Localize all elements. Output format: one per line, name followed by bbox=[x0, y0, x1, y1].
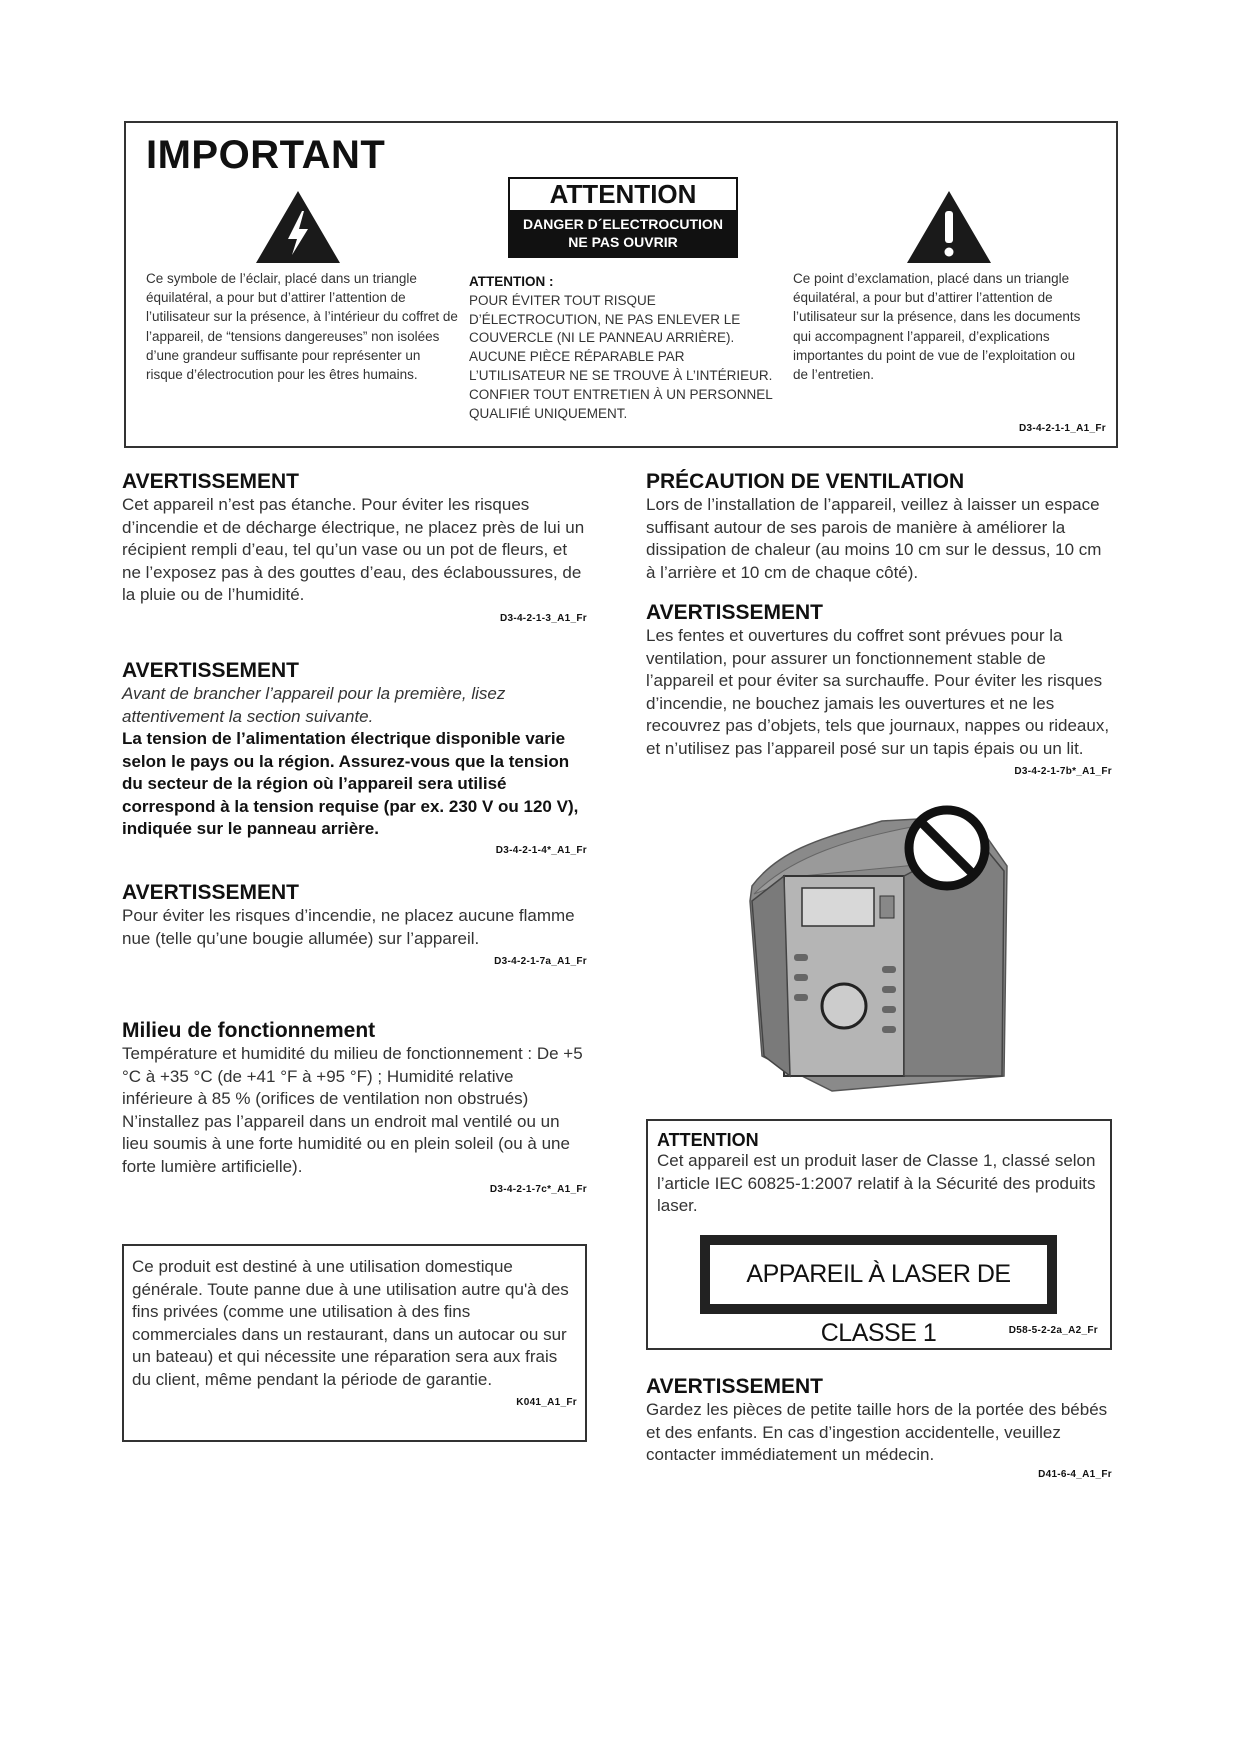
laser-attention-box bbox=[646, 1119, 1112, 1350]
section-text: Les fentes et ouvertures du coffret sont prévues pour la ventilation, pour assurer un fonctionnement stable de l’appareil et pour éviter sa surchauffe. Pour éviter les risques d’incendie, ne bouchez jamais les ouvertures et ne les recouvrez pas d’objets, tels que journaux, nappes ou rideaux, et n’utilisez pas l’appareil posé sur un tapis épais ou un lit. bbox=[646, 626, 1110, 758]
attention-label-line2: NE PAS OUVRIR bbox=[568, 234, 678, 250]
attention-label-title: ATTENTION bbox=[510, 179, 736, 210]
ref-code: D3-4-2-1-7c*_A1_Fr bbox=[489, 1184, 587, 1195]
attention-label bbox=[508, 177, 738, 258]
lightning-warning-icon bbox=[254, 189, 342, 265]
ref-code: D58-5-2-2a_A2_Fr bbox=[1008, 1325, 1098, 1336]
ref-code: D3-4-2-1-3_A1_Fr bbox=[499, 612, 587, 624]
attention-label-line1: DANGER D´ELECTROCUTION bbox=[523, 216, 723, 232]
ref-code: K041_A1_Fr bbox=[516, 1397, 577, 1408]
section-italic-text: Avant de brancher l’appareil pour la première, lisez attentivement la section suivante. bbox=[122, 684, 506, 726]
lightning-explanation: Ce symbole de l’éclair, placé dans un triangle équilatéral, a pour but d’attirer l’attention de l’utilisateur sur la présence, à l’intérieur du coffret de l’appareil, de “tensions dangereuses” non isolées d’une grandeur suffisante pour représenter un risque d’électrocution pour les êtres humains. bbox=[146, 271, 458, 383]
section-title: AVERTISSEMENT bbox=[646, 601, 823, 624]
warning-water-section bbox=[122, 470, 587, 624]
section-text: Lors de l’installation de l’appareil, veillez à laisser un espace suffisant autour de ses parois de manière à améliorer la dissipation de chaleur (au moins 10 cm sur le dessus, 10 cm à l’arrière et 10 cm de chaque côté). bbox=[646, 495, 1102, 582]
ref-code: D3-4-2-1-4*_A1_Fr bbox=[495, 844, 587, 856]
section-title: AVERTISSEMENT bbox=[646, 1375, 823, 1398]
ref-code: D3-4-2-1-7a_A1_Fr bbox=[494, 956, 587, 967]
exclamation-warning-icon bbox=[905, 189, 993, 265]
warning-flame-section bbox=[122, 881, 587, 967]
section-bold-text: La tension de l’alimentation électrique disponible varie selon le pays ou la région. Assurez-vous que la tension du secteur de la région où l’appareil sera utilisé correspond à la tension requise (par ex. 230 V ou 120 V), indiquée sur le panneau arrière. bbox=[122, 729, 579, 838]
laser-attention-text: Cet appareil est un produit laser de Classe 1, classé selon l’article IEC 60825-1:2007 relatif à la Sécurité des produits laser. bbox=[657, 1151, 1096, 1215]
attention-text: POUR ÉVITER TOUT RISQUE D’ÉLECTROCUTION, NE PAS ENLEVER LE COUVERCLE (NI LE PANNEAU ARRIÈRE). AUCUNE PIÈCE RÉPARABLE PAR L’UTILISATEUR NE SE TROUVE À L’INTÉRIEUR. CONFIER TOUT ENTRETIEN À UN PERSONNEL QUALIFIÉ UNIQUEMENT. bbox=[469, 292, 773, 421]
section-text: Cet appareil n’est pas étanche. Pour éviter les risques d’incendie et de décharge électrique, ne placez près de lui un récipient rempli d’eau, tel qu’un vase ou un pot de fleurs, et ne l’exposez pas à des gouttes d’eau, des éclaboussures, de la pluie ou de l’humidité. bbox=[122, 495, 585, 604]
domestic-use-text: Ce produit est destiné à une utilisation domestique générale. Toute panne due à une utilisation autre qu'à des fins privées (comme une utilisation à des fins commerciales dans un restaurant, dans un autocar ou sur un bateau) et qui nécessite une réparation sera aux frais du client, même pendant la période de garantie. bbox=[132, 1257, 569, 1389]
section-text: Gardez les pièces de petite taille hors de la portée des bébés et des enfants. En cas d’ingestion accidentelle, veuillez contacter immédiatement un médecin. bbox=[646, 1400, 1108, 1464]
important-box bbox=[124, 121, 1118, 448]
ref-code: D3-4-2-1-7b*_A1_Fr bbox=[1014, 766, 1112, 777]
section-title: PRÉCAUTION DE VENTILATION bbox=[646, 470, 965, 493]
warning-small-parts-section bbox=[646, 1375, 1112, 1480]
covered-device-illustration bbox=[742, 776, 1012, 1106]
environment-section bbox=[122, 1019, 587, 1195]
attention-explanation bbox=[469, 273, 781, 423]
section-text: Pour éviter les risques d’incendie, ne placez aucune flamme nue (telle qu’une bougie allumée) sur l’appareil. bbox=[122, 906, 575, 948]
ref-code: D3-4-2-1-1_A1_Fr bbox=[1018, 423, 1106, 434]
section-title: AVERTISSEMENT bbox=[122, 659, 299, 682]
ref-code: D41-6-4_A1_Fr bbox=[1038, 1468, 1112, 1480]
exclamation-explanation: Ce point d’exclamation, placé dans un triangle équilatéral, a pour but d’attirer l’attention de l’utilisateur sur la présence, dans les documents qui accompagnent l’appareil, d’explications importantes du point de vue de l’exploitation ou de l’entretien. bbox=[793, 271, 1081, 383]
section-title: AVERTISSEMENT bbox=[122, 470, 299, 493]
section-title: Milieu de fonctionnement bbox=[122, 1019, 376, 1042]
section-text-2: N’installez pas l’appareil dans un endroit mal ventilé ou un lieu soumis à une forte humidité ou en plein soleil (ou à une forte lumière artificielle). bbox=[122, 1111, 570, 1176]
domestic-use-box bbox=[122, 1244, 587, 1442]
laser-class-label-text: APPAREIL À LASER DE CLASSE 1 bbox=[710, 1245, 1047, 1304]
laser-attention-title: ATTENTION bbox=[657, 1130, 759, 1150]
section-title: AVERTISSEMENT bbox=[122, 881, 299, 904]
important-title: IMPORTANT bbox=[146, 133, 386, 177]
warning-voltage-section bbox=[122, 659, 587, 856]
section-text-1: Température et humidité du milieu de fonctionnement : De +5 °C à +35 °C (de +41 °F à +95 °F) ; Humidité relative inférieure à 85 % (orifices de ventilation non obstrués) bbox=[122, 1044, 583, 1108]
ventilation-section bbox=[646, 470, 1112, 584]
warning-vents-section bbox=[646, 601, 1112, 777]
attention-label-text bbox=[510, 210, 736, 256]
attention-heading: ATTENTION : bbox=[469, 274, 554, 289]
